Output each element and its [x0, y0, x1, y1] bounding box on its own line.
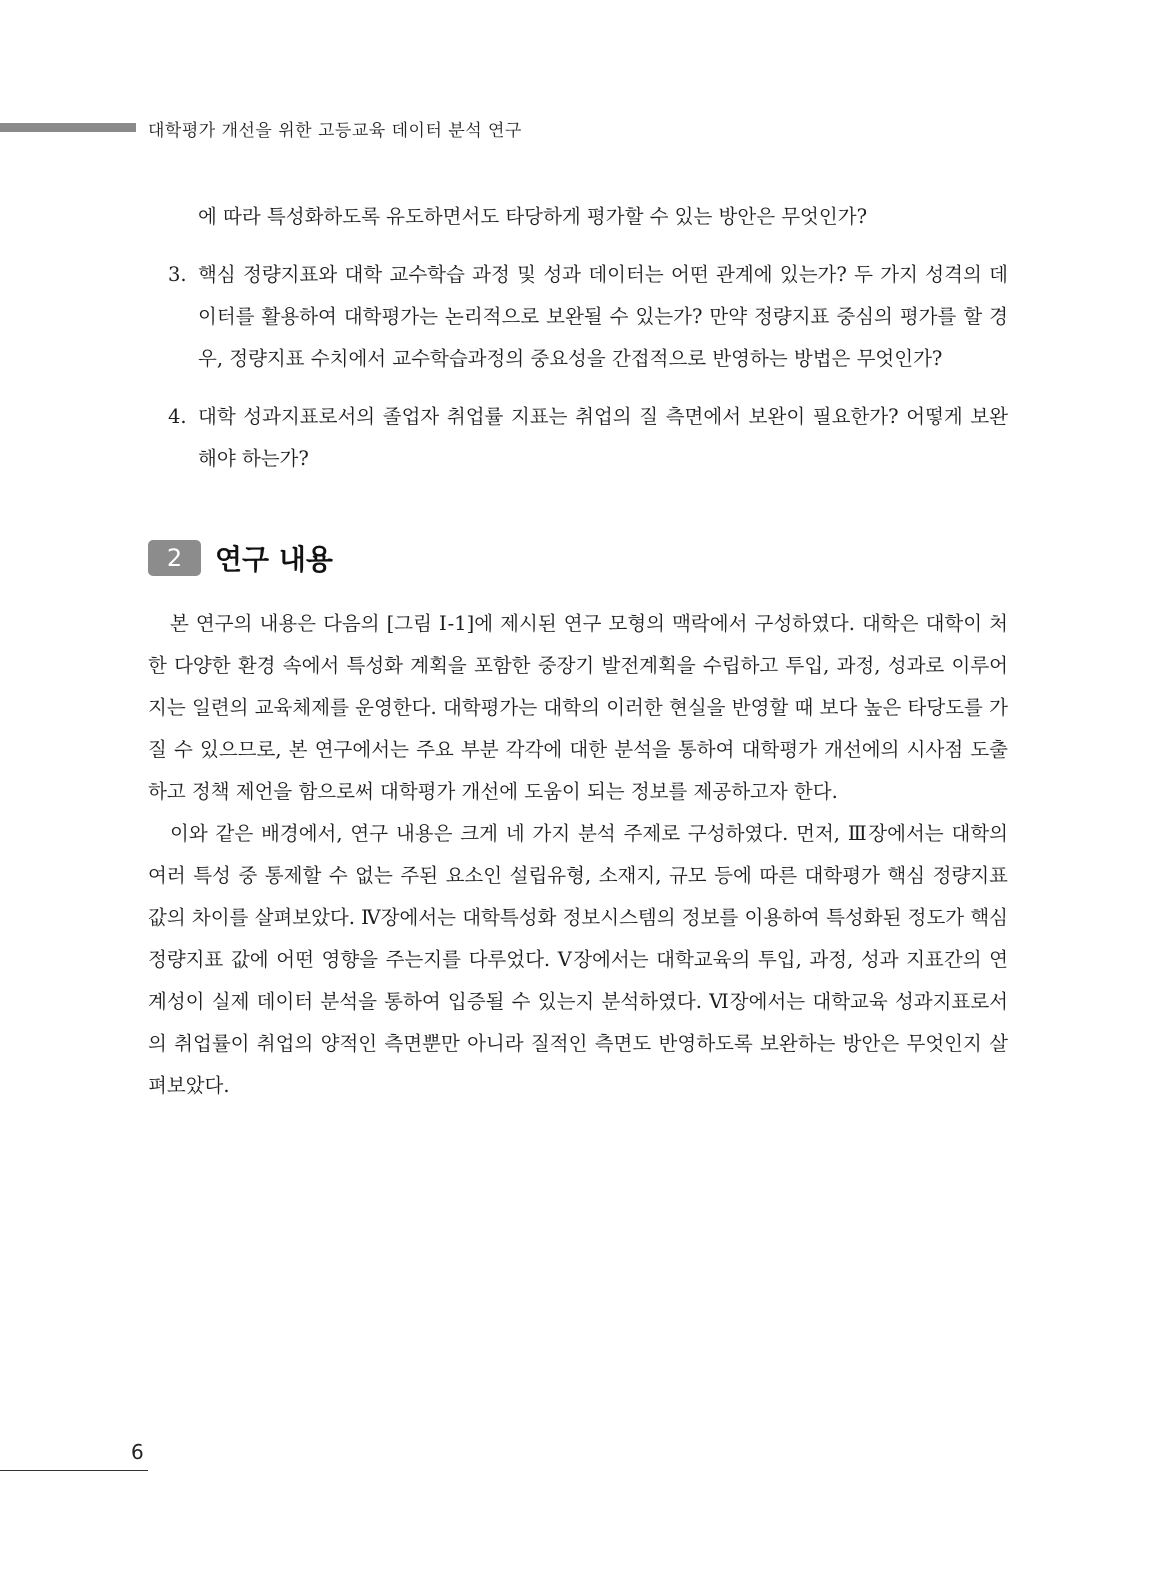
list-item-text: 대학 성과지표로서의 졸업자 취업률 지표는 취업의 질 측면에서 보완이 필요한가? 어떻게 보완해야 하는가?: [198, 405, 1008, 470]
list-item-continuation: 에 따라 특성화하도록 유도하면서도 타당하게 평가할 수 있는 방안은 무엇인가?: [198, 205, 868, 228]
footer-rule: [0, 1470, 148, 1471]
list-item: [168, 396, 1008, 480]
header-accent-bar: [0, 123, 136, 132]
section-heading: [148, 538, 333, 578]
research-questions-list: [168, 196, 1008, 480]
list-item: [168, 254, 1008, 380]
paragraph: 본 연구의 내용은 다음의 [그림 Ⅰ-1]에 제시된 연구 모형의 맥락에서 구성하였다. 대학은 대학이 처한 다양한 환경 속에서 특성화 계획을 포함한 중장기 발전계획을 수립하고 투입, 과정, 성과로 이루어지는 일련의 교육체제를 운영한다. 대학평가는 대학의 이러한 현실을 반영할 때 보다 높은 타당도를 가질 수 있으므로, 본 연구에서는 주요 부분 각각에 대한 분석을 통하여 대학평가 개선에의 시사점 도출하고 정책 제언을 함으로써 대학평가 개선에 도움이 되는 정보를 제공하고자 한다.: [148, 612, 1008, 803]
body-text: [148, 603, 1008, 1107]
running-header-title: 대학평가 개선을 위한 고등교육 데이터 분석 연구: [148, 121, 522, 141]
section-title: 연구 내용: [215, 543, 333, 576]
paragraph: 이와 같은 배경에서, 연구 내용은 크게 네 가지 분석 주제로 구성하였다. 먼저, Ⅲ장에서는 대학의 여러 특성 중 통제할 수 없는 주된 요소인 설립유형, 소재지, 규모 등에 따른 대학평가 핵심 정량지표 값의 차이를 살펴보았다. Ⅳ장에서는 대학특성화 정보시스템의 정보를 이용하여 특성화된 정도가 핵심 정량지표 값에 어떤 영향을 주는지를 다루었다. Ⅴ장에서는 대학교육의 투입, 과정, 성과 지표간의 연계성이 실제 데이터 분석을 통하여 입증될 수 있는지 분석하였다. Ⅵ장에서는 대학교육 성과지표로서의 취업률이 취업의 양적인 측면뿐만 아니라 질적인 측면도 반영하도록 보완하는 방안은 무엇인지 살펴보았다.: [148, 822, 1008, 1097]
list-item-number: 4.: [168, 405, 187, 428]
list-item-text: 핵심 정량지표와 대학 교수학습 과정 및 성과 데이터는 어떤 관계에 있는가? 두 가지 성격의 데이터를 활용하여 대학평가는 논리적으로 보완될 수 있는가? 만약 정량지표 중심의 평가를 할 경우, 정량지표 수치에서 교수학습과정의 중요성을 간접적으로 반영하는 방법은 무엇인가?: [198, 263, 1008, 370]
section-number-badge: 2: [148, 540, 201, 576]
list-item-number: 3.: [168, 263, 187, 286]
page-number: 6: [131, 1440, 144, 1464]
